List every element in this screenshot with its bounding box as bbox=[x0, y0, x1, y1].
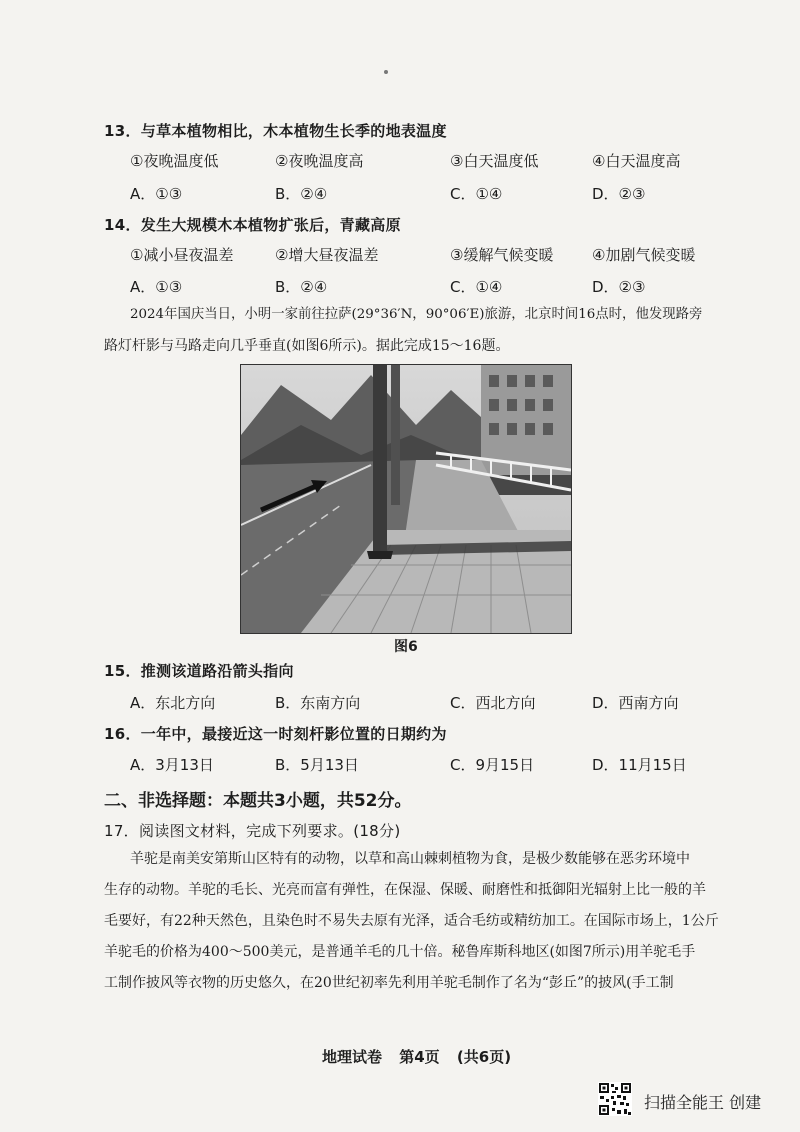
scanner-text: 扫描全能王 创建 bbox=[644, 1093, 762, 1112]
q17-line-3: 毛要好，有22种天然色，且染色时不易失去原有光泽，适合毛纺或精纺加工。在国际市场上，1公斤 bbox=[104, 913, 719, 929]
question-15-choices bbox=[0, 692, 800, 714]
choice-c[interactable]: C．①④ bbox=[450, 185, 503, 203]
street-scene-illustration bbox=[241, 365, 571, 633]
footer-total: (共6页) bbox=[456, 1048, 512, 1066]
statement-1: ①减小昼夜温差 bbox=[130, 246, 234, 264]
choice-a[interactable]: A．①③ bbox=[130, 278, 183, 296]
choice-d[interactable]: D．②③ bbox=[592, 185, 646, 203]
choice-c[interactable]: C．9月15日 bbox=[450, 756, 535, 774]
statement-2: ②增大昼夜温差 bbox=[275, 246, 379, 264]
statement-4: ④白天温度高 bbox=[592, 152, 681, 170]
question-13-choices bbox=[0, 183, 800, 205]
choice-a[interactable]: A．①③ bbox=[130, 185, 183, 203]
page-footer bbox=[322, 1046, 523, 1067]
scan-speck bbox=[384, 70, 388, 74]
intro-line-2: 路灯杆影与马路走向几乎垂直(如图6所示)。据此完成15～16题。 bbox=[104, 338, 510, 354]
intro-line-1: 2024年国庆当日，小明一家前往拉萨(29°36′N，90°06′E)旅游，北京时间16点时，他发现路旁 bbox=[130, 307, 703, 322]
choice-a[interactable]: A．东北方向 bbox=[130, 694, 216, 712]
choice-b[interactable]: B．②④ bbox=[275, 278, 328, 296]
statement-1: ①夜晚温度低 bbox=[130, 152, 219, 170]
choice-c[interactable]: C．西北方向 bbox=[450, 694, 536, 712]
statement-3: ③缓解气候变暖 bbox=[450, 246, 554, 264]
figure-6-caption: 图6 bbox=[394, 639, 418, 655]
choice-b[interactable]: B．5月13日 bbox=[275, 756, 359, 774]
scanner-watermark bbox=[598, 1082, 788, 1118]
choice-a[interactable]: A．3月13日 bbox=[130, 756, 214, 774]
choice-d[interactable]: D．11月15日 bbox=[592, 756, 687, 774]
choice-b[interactable]: B．东南方向 bbox=[275, 694, 361, 712]
statement-2: ②夜晚温度高 bbox=[275, 152, 364, 170]
q17-line-1: 羊驼是南美安第斯山区特有的动物，以草和高山棘刺植物为食，是极少数能够在恶劣环境中 bbox=[130, 851, 690, 867]
footer-subject: 地理试卷 bbox=[322, 1048, 383, 1066]
footer-page: 第4页 bbox=[399, 1048, 440, 1066]
q17-line-5: 工制作披风等衣物的历史悠久，在20世纪初率先利用羊驼毛制作了名为“彭丘”的披风(手工制 bbox=[104, 975, 674, 991]
choice-b[interactable]: B．②④ bbox=[275, 185, 328, 203]
figure-6-photo bbox=[240, 364, 572, 634]
question-17-stem: 17．阅读图文材料，完成下列要求。(18分) bbox=[104, 822, 401, 840]
question-15-stem: 15．推测该道路沿箭头指向 bbox=[104, 662, 294, 680]
qr-code-icon bbox=[598, 1082, 632, 1116]
q17-line-4: 羊驼毛的价格为400～500美元，是普通羊毛的几十倍。秘鲁库斯科地区(如图7所示)用羊驼毛手 bbox=[104, 944, 696, 960]
question-16-stem: 16．一年中，最接近这一时刻杆影位置的日期约为 bbox=[104, 725, 447, 743]
statement-4: ④加剧气候变暖 bbox=[592, 246, 696, 264]
question-13-stem: 13．与草本植物相比，木本植物生长季的地表温度 bbox=[104, 122, 447, 140]
question-13-statements bbox=[0, 150, 800, 172]
question-14-stem: 14．发生大规模木本植物扩张后，青藏高原 bbox=[104, 216, 401, 234]
choice-c[interactable]: C．①④ bbox=[450, 278, 503, 296]
statement-3: ③白天温度低 bbox=[450, 152, 539, 170]
q17-line-2: 生存的动物。羊驼的毛长、光亮而富有弹性，在保湿、保暖、耐磨性和抵御阳光辐射上比一般的羊 bbox=[104, 882, 706, 898]
question-16-choices bbox=[0, 754, 800, 776]
question-14-choices bbox=[0, 276, 800, 298]
question-14-statements bbox=[0, 244, 800, 266]
choice-d[interactable]: D．②③ bbox=[592, 278, 646, 296]
choice-d[interactable]: D．西南方向 bbox=[592, 694, 679, 712]
section-2-title: 二、非选择题：本题共3小题，共52分。 bbox=[104, 791, 412, 811]
